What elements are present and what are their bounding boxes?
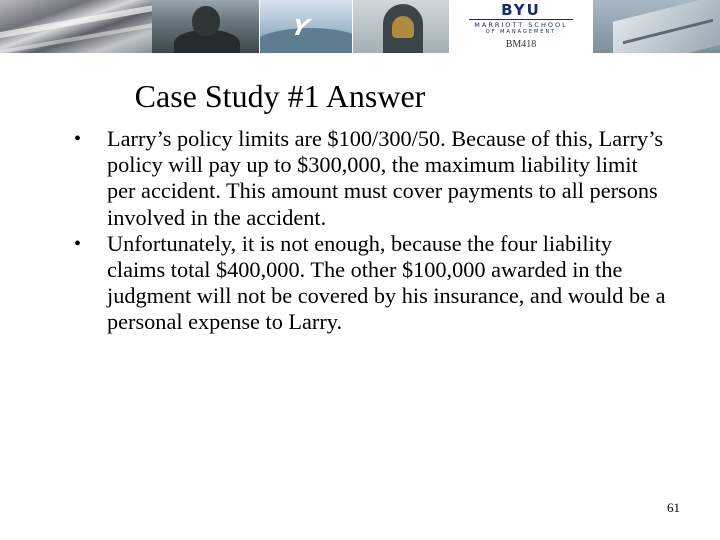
logo-byu-text: BYU [501, 1, 541, 19]
bullet-list [68, 126, 668, 336]
course-code: BM418 [505, 39, 537, 50]
banner-photo-building [593, 0, 720, 53]
bullet-text: Unfortunately, it is not enough, because the four liability claims total $400,000. The other $100,000 awarded in the judgment will not be covered by his insurance, and would be a personal expense to Larry. [107, 230, 666, 335]
bullet-text: Larry’s policy limits are $100/300/50. Because of this, Larry’s policy will pay up to $300,000, the maximum liability limit per accident. This amount must cover payments to all persons involved in the accident. [107, 126, 664, 230]
bullet-icon: • [74, 128, 82, 150]
mountain-y-logo: Y [288, 16, 312, 41]
banner-photo-mountain [260, 0, 352, 53]
logo-school-text: MARRIOTT SCHOOL [474, 21, 568, 29]
slide-title-text: Case Study #1 Answer [134, 78, 426, 114]
slide-title [0, 76, 720, 116]
banner-photo-metal [0, 0, 152, 53]
byu-marriott-logo [451, 0, 591, 53]
page-number: 61 [667, 500, 680, 515]
bullet-icon: • [74, 232, 82, 255]
bullet-item [68, 231, 668, 336]
banner-photo-statue [152, 0, 259, 53]
bullet-item [68, 126, 668, 231]
banner-photo-bell [353, 0, 449, 53]
logo-mgmt-text: OF MANAGEMENT [485, 29, 557, 35]
header-banner [0, 0, 720, 53]
bell-icon [392, 16, 414, 38]
